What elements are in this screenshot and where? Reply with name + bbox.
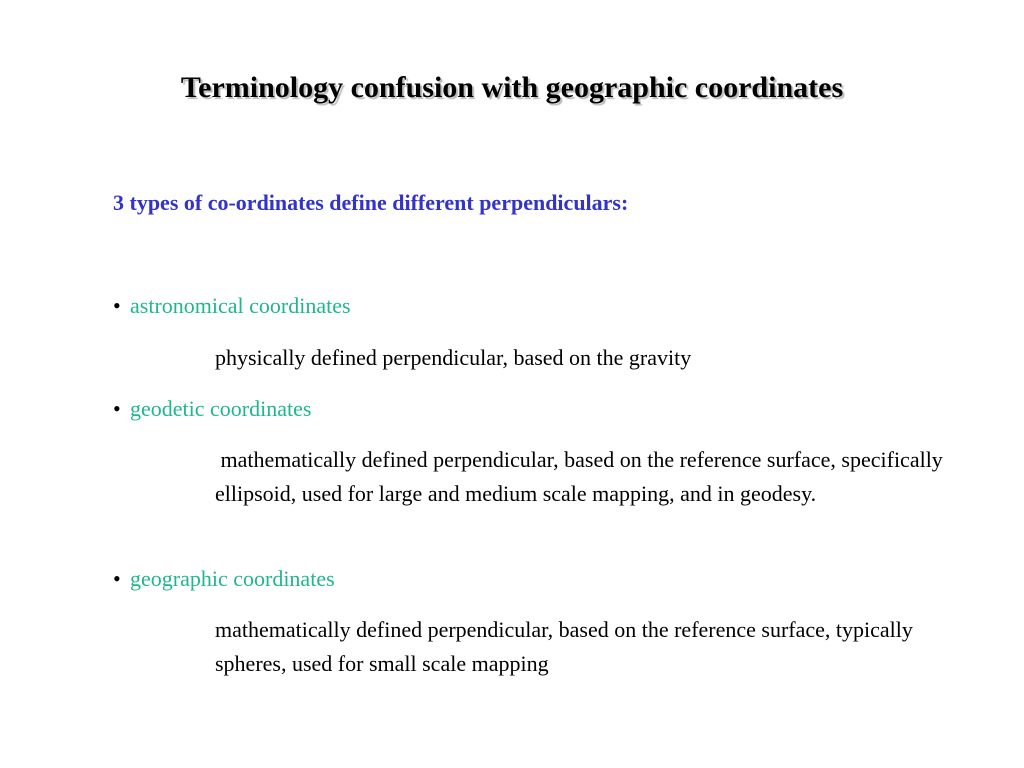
bullet-icon: •: [113, 566, 121, 591]
bullet-icon: •: [113, 293, 121, 318]
bullet-item-geographic: [113, 563, 335, 595]
bullet-description: physically defined perpendicular, based on the gravity: [215, 345, 692, 370]
bullet-item-astronomical: [113, 290, 351, 322]
slide-subtitle: 3 types of co-ordinates define different perpendiculars:: [113, 190, 629, 215]
bullet-icon: •: [113, 396, 121, 421]
bullet-description: mathematically defined perpendicular, based on the reference surface, specifically ellipsoid, used for large and medium scale mapping, and in geodesy.: [215, 447, 949, 506]
slide-title: Terminology confusion with geographic coordinates: [180, 71, 844, 104]
bullet-term: astronomical coordinates: [130, 293, 351, 318]
bullet-term: geodetic coordinates: [130, 396, 312, 421]
bullet-description: mathematically defined perpendicular, based on the reference surface, typically spheres, used for small scale mapping: [215, 617, 913, 676]
bullet-item-geodetic: [113, 393, 311, 425]
bullet-term: geographic coordinates: [130, 566, 335, 591]
